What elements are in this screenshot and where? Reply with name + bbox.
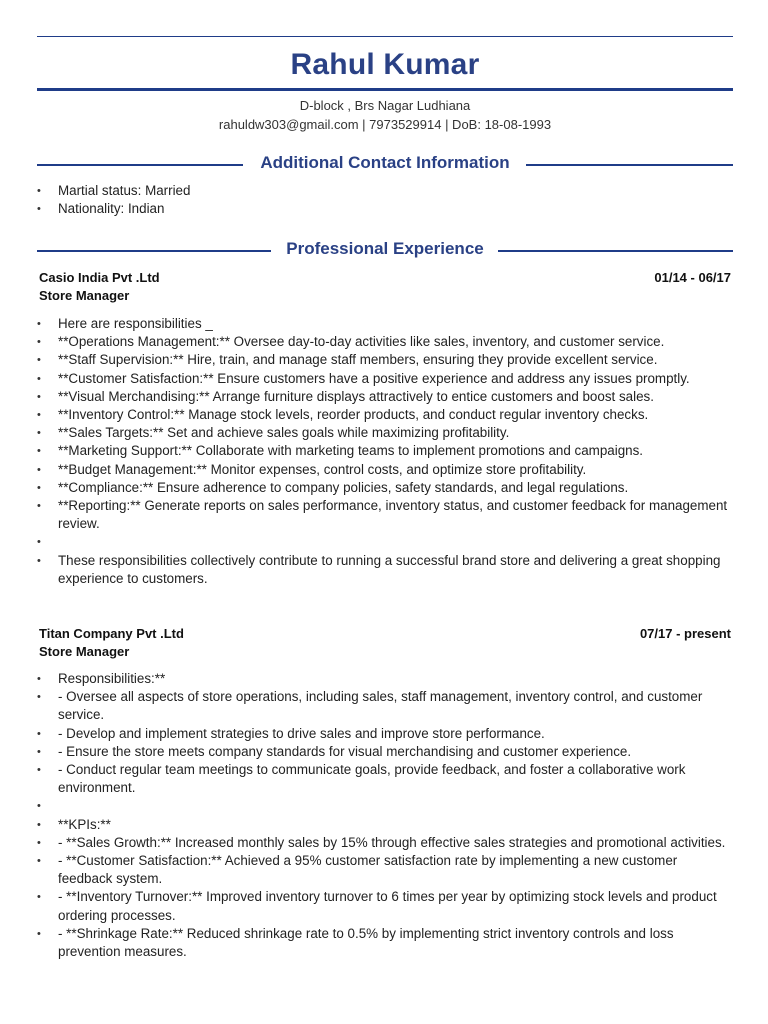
list-item: • - Conduct regular team meetings to communicate goals, provide feedback, and foster a collaborative work environment. <box>37 761 733 797</box>
list-item: • **Staff Supervision:** Hire, train, and manage staff members, ensuring they provide excellent service. <box>37 351 733 369</box>
resume-page <box>37 0 733 1024</box>
additional-contact-list <box>37 182 733 218</box>
list-item: • Here are responsibilities _ <box>37 315 733 333</box>
section-title: Professional Experience <box>286 239 484 258</box>
list-item <box>37 797 733 815</box>
list-item: • **Compliance:** Ensure adherence to company policies, safety standards, and legal regulations. <box>37 479 733 497</box>
list-item: • **Inventory Control:** Manage stock levels, reorder products, and conduct regular inventory checks. <box>37 406 733 424</box>
job-role: Store Manager <box>39 644 130 659</box>
candidate-name: Rahul Kumar <box>290 48 480 81</box>
list-item: • **Budget Management:** Monitor expenses, control costs, and optimize store profitability. <box>37 461 733 479</box>
company-name: Titan Company Pvt .Ltd <box>39 626 184 641</box>
list-item: • - Develop and implement strategies to drive sales and improve store performance. <box>37 725 733 743</box>
list-item: • These responsibilities collectively contribute to running a successful brand store and delivering a great shopping experience to customers. <box>37 552 733 588</box>
job-header <box>39 270 731 306</box>
name-divider <box>37 88 733 91</box>
job-dates: 01/14 - 06/17 <box>654 270 731 285</box>
job-responsibilities-list <box>37 670 733 961</box>
company-name: Casio India Pvt .Ltd <box>39 270 160 285</box>
list-item: • - **Inventory Turnover:** Improved inventory turnover to 6 times per year by optimizing stock levels and product ordering processes. <box>37 888 733 924</box>
list-item: • Martial status: Married <box>37 182 733 200</box>
list-item: • Nationality: Indian <box>37 200 733 218</box>
section-header-experience <box>37 239 733 261</box>
list-item: • **Marketing Support:** Collaborate with marketing teams to implement promotions and campaigns. <box>37 442 733 460</box>
list-item: • - **Customer Satisfaction:** Achieved a 95% customer satisfaction rate by implementing a new customer feedback system. <box>37 852 733 888</box>
contact-line: rahuldw303@gmail.com | 7973529914 | DoB: 18-08-1993 <box>218 117 552 132</box>
section-title: Additional Contact Information <box>260 153 510 172</box>
list-item: • - **Shrinkage Rate:** Reduced shrinkage rate to 0.5% by implementing strict inventory controls and loss prevention measures. <box>37 925 733 961</box>
section-rule-right <box>498 250 733 252</box>
list-item: • **Operations Management:** Oversee day-to-day activities like sales, inventory, and customer service. <box>37 333 733 351</box>
top-divider <box>37 36 733 37</box>
address-line: D-block , Brs Nagar Ludhiana <box>299 98 471 113</box>
list-item: • - Oversee all aspects of store operations, including sales, staff management, inventory control, and customer service. <box>37 688 733 724</box>
job-role: Store Manager <box>39 288 130 303</box>
section-rule-right <box>526 164 733 166</box>
job-responsibilities-list <box>37 315 733 588</box>
list-item: • Responsibilities:** <box>37 670 733 688</box>
list-item <box>37 533 733 551</box>
job-dates: 07/17 - present <box>639 626 731 641</box>
section-header-additional-contact <box>37 153 733 175</box>
list-item: • **Reporting:** Generate reports on sales performance, inventory status, and customer feedback for management review. <box>37 497 733 533</box>
job-header <box>39 626 731 662</box>
list-item: • - **Sales Growth:** Increased monthly sales by 15% through effective sales strategies and promotional activities. <box>37 834 733 852</box>
list-item: • **Customer Satisfaction:** Ensure customers have a positive experience and address any issues promptly. <box>37 370 733 388</box>
list-item: • - Ensure the store meets company standards for visual merchandising and customer experience. <box>37 743 733 761</box>
list-item: • **Visual Merchandising:** Arrange furniture displays attractively to entice customers and boost sales. <box>37 388 733 406</box>
list-item: • **Sales Targets:** Set and achieve sales goals while maximizing profitability. <box>37 424 733 442</box>
list-item: • **KPIs:** <box>37 816 733 834</box>
